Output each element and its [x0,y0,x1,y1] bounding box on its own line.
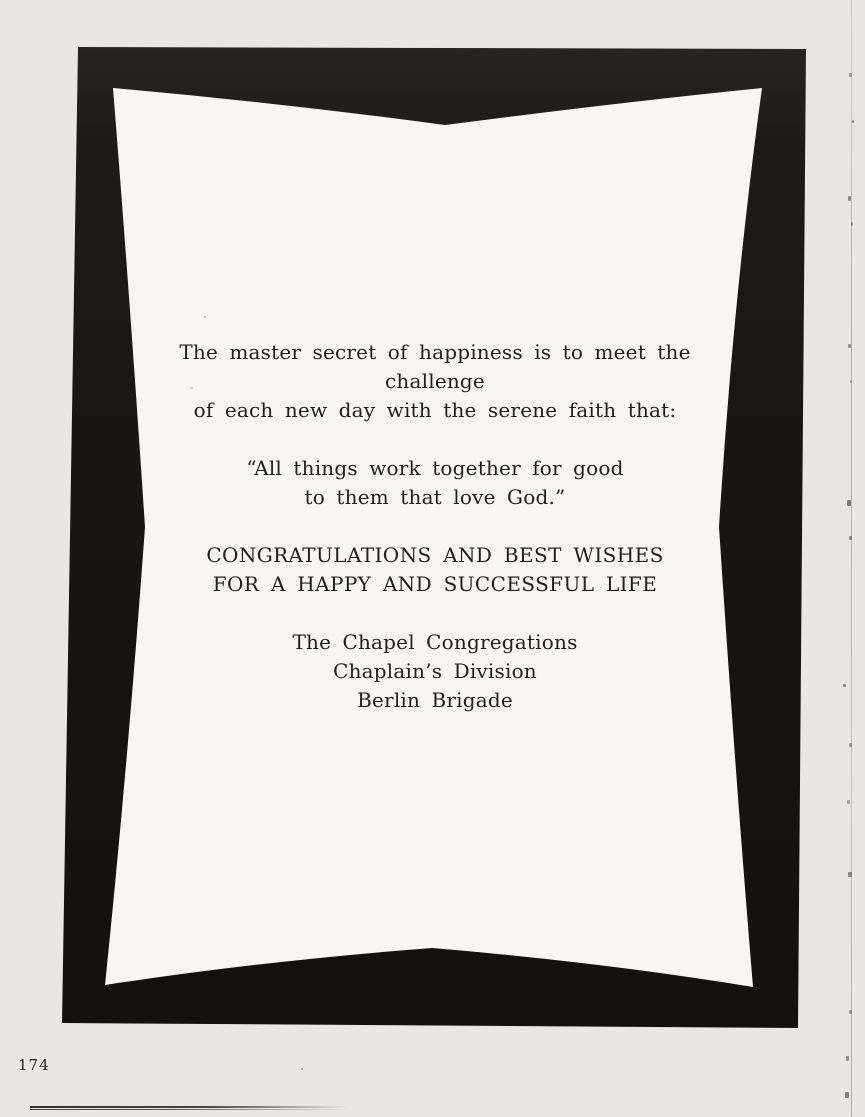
attribution-line: The Chapel Congregations [292,630,578,654]
congratulations-heading [110,541,760,599]
scan-speck [847,500,851,506]
page-edge-line [851,0,852,1117]
scan-speck [849,1010,852,1014]
scan-speck [848,872,852,877]
congrats-line: CONGRATULATIONS AND BEST WISHES [206,543,664,567]
attribution-line: Berlin Brigade [357,688,513,712]
quote-line: “All things work together for good [246,456,624,480]
attribution [110,628,760,715]
scripture-quote [110,454,760,512]
scan-speck [850,380,852,383]
dedication-text [110,338,760,715]
scan-speck [204,316,206,318]
attribution-line: Chaplain’s Division [333,659,537,683]
next-page-edge [30,1106,348,1112]
page-number: 174 [18,1056,50,1074]
congrats-line: FOR A HAPPY AND SUCCESSFUL LIFE [212,572,658,596]
scan-speck [845,1092,849,1098]
scan-speck [849,536,852,540]
quote-line: to them that love God.” [304,485,566,509]
dedication-line: of each new day with the serene faith that: [193,398,677,422]
scan-speck [843,684,846,687]
scan-speck [301,1068,303,1070]
scan-speck [851,222,853,226]
scan-speck [849,73,852,77]
scan-speck [848,196,851,201]
dedication-line: The master secret of happiness is to meet the [179,340,691,364]
scan-speck [190,387,193,389]
scan-speck [849,743,852,747]
dedication-intro [110,338,760,425]
scan-speck [846,1056,849,1061]
scan-speck [847,800,850,804]
scan-speck [848,344,851,348]
dedication-line: challenge [385,369,485,393]
scan-speck [852,120,854,123]
